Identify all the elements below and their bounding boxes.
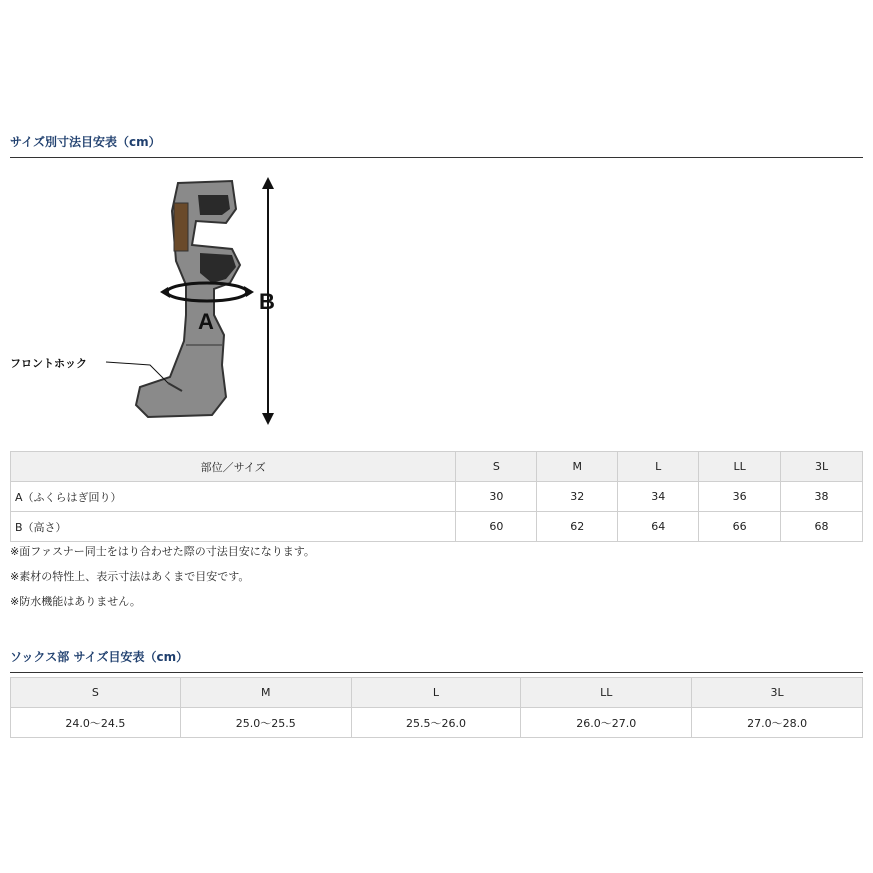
cell: 36: [699, 482, 781, 512]
cell: 25.0～25.5: [180, 708, 351, 738]
size-table: [10, 451, 863, 542]
cell: 30: [456, 482, 537, 512]
cell: 34: [618, 482, 699, 512]
sock-chart-heading: ソックス部 サイズ目安表（cm）: [10, 648, 863, 673]
cell: 66: [699, 512, 781, 542]
header-ll: LL: [699, 452, 781, 482]
note: ※面ファスナー同士をはり合わせた際の寸法目安になります。: [10, 545, 315, 558]
table-row: [11, 482, 863, 512]
header-s: S: [456, 452, 537, 482]
grip-patch: [174, 203, 188, 251]
cell: 62: [537, 512, 618, 542]
row-label: A（ふくらはぎ回り）: [11, 482, 456, 512]
cell: 32: [537, 482, 618, 512]
cell: 38: [781, 482, 863, 512]
header-l: L: [351, 678, 521, 708]
cell: 68: [781, 512, 863, 542]
table-row: [11, 512, 863, 542]
header-m: M: [180, 678, 351, 708]
front-hook-callout: フロントホック: [10, 357, 87, 370]
notes: [10, 545, 315, 620]
header-3l: 3L: [781, 452, 863, 482]
label-a: A: [198, 309, 214, 334]
header-3l: 3L: [692, 678, 863, 708]
row-label: B（高さ）: [11, 512, 456, 542]
note: ※防水機能はありません。: [10, 595, 141, 608]
boot-lining: [198, 195, 230, 215]
size-table-header: [11, 452, 863, 482]
label-b: B: [259, 289, 275, 314]
sock-table-header: [11, 678, 863, 708]
cell: 27.0～28.0: [692, 708, 863, 738]
cell: 60: [456, 512, 537, 542]
cell: 24.0～24.5: [11, 708, 181, 738]
header-m: M: [537, 452, 618, 482]
cell: 26.0～27.0: [521, 708, 692, 738]
note: ※素材の特性上、表示寸法はあくまで目安です。: [10, 570, 250, 583]
header-l: L: [618, 452, 699, 482]
table-row: [11, 708, 863, 738]
header-ll: LL: [521, 678, 692, 708]
boot-illustration: [0, 165, 330, 435]
header-part: 部位／サイズ: [11, 452, 456, 482]
cell: 25.5～26.0: [351, 708, 521, 738]
cell: 64: [618, 512, 699, 542]
sock-size-table: [10, 677, 863, 738]
size-chart-heading: サイズ別寸法目安表（cm）: [10, 133, 863, 158]
header-s: S: [11, 678, 181, 708]
